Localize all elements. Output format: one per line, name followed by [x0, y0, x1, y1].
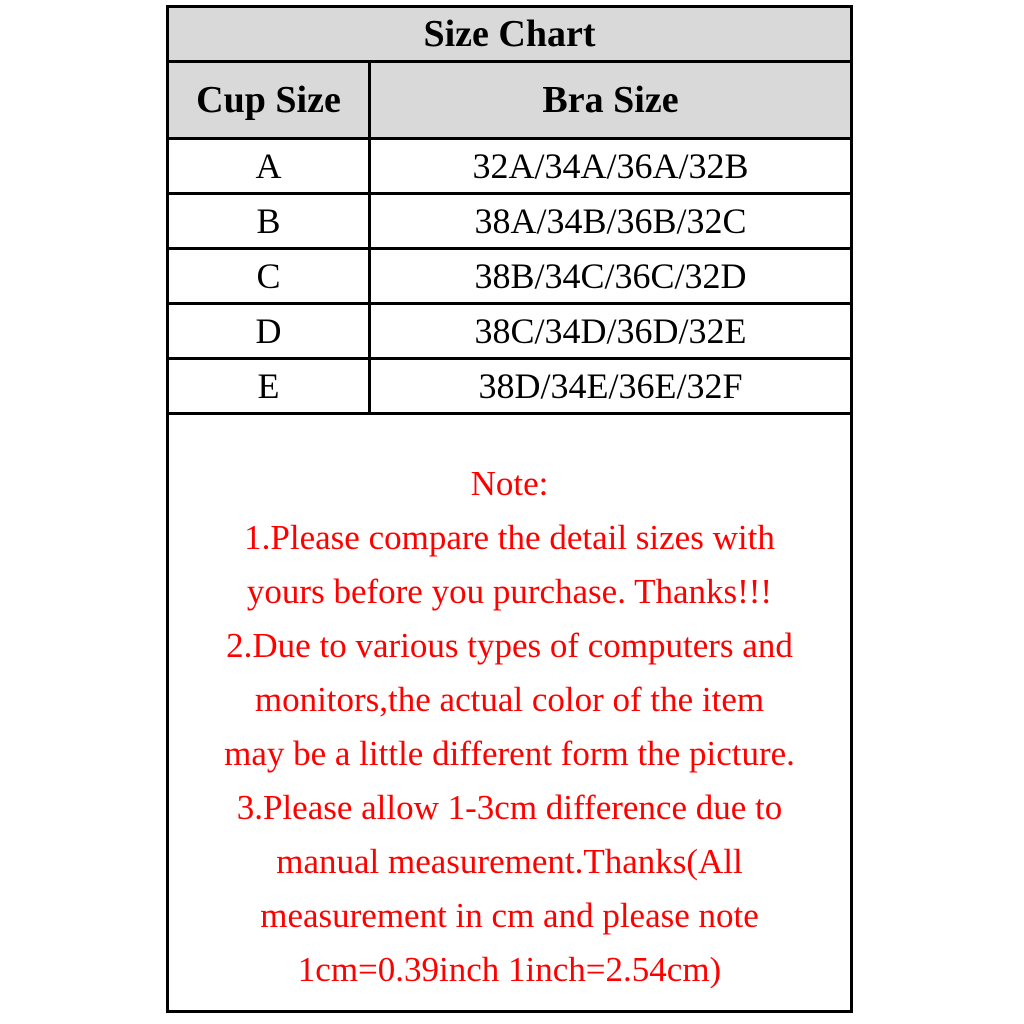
cup-size-cell: B: [169, 195, 371, 247]
note-line: 1.Please compare the detail sizes with: [244, 518, 775, 557]
note-line: 3.Please allow 1-3cm difference due to: [236, 788, 783, 827]
header-cup-size: Cup Size: [169, 63, 371, 137]
header-bra-size: Bra Size: [542, 79, 679, 121]
note-line: 1cm=0.39inch 1inch=2.54cm): [297, 950, 722, 989]
note-line: 2.Due to various types of computers and: [226, 626, 793, 665]
table-row: [169, 195, 850, 250]
table-row: [169, 305, 850, 360]
table-row: [169, 140, 850, 195]
bra-size-cell: 38A/34B/36B/32C: [474, 201, 747, 241]
cup-size-cell: C: [169, 250, 371, 302]
table-body: [169, 140, 850, 415]
cup-size-cell: E: [169, 360, 371, 412]
note-heading: Note:: [470, 464, 549, 503]
table-row: [169, 360, 850, 415]
size-chart-table: [166, 5, 853, 1013]
bra-size-cell: 32A/34A/36A/32B: [472, 146, 749, 186]
note-line: may be a little different form the picture.: [224, 734, 795, 773]
table-header-row: [169, 63, 850, 140]
note-line: monitors,the actual color of the item: [254, 680, 765, 719]
cup-size-cell: A: [169, 140, 371, 192]
chart-title: Size Chart: [169, 8, 850, 63]
bra-size-cell: 38B/34C/36C/32D: [474, 256, 747, 296]
note-section: [169, 419, 850, 1009]
table-row: [169, 250, 850, 305]
note-line: yours before you purchase. Thanks!!!: [246, 572, 773, 611]
cup-size-cell: D: [169, 305, 371, 357]
bra-size-cell: 38D/34E/36E/32F: [478, 366, 743, 406]
note-line: manual measurement.Thanks(All: [276, 842, 743, 881]
note-line: measurement in cm and please note: [260, 896, 759, 935]
bra-size-cell: 38C/34D/36D/32E: [474, 311, 747, 351]
